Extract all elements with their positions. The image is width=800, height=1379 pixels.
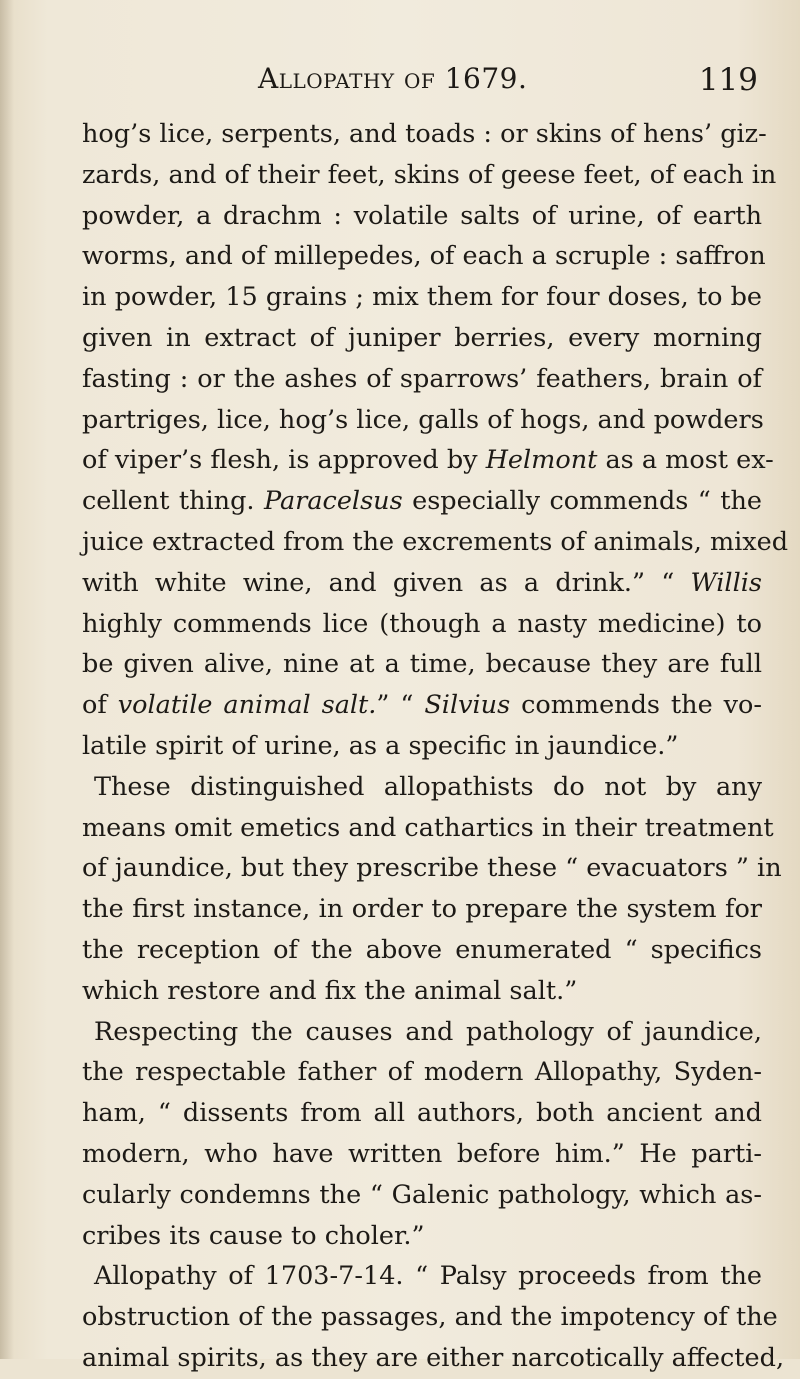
text-line <box>82 563 762 604</box>
text-segment: modern, who have written before him.” He parti- <box>82 1138 762 1169</box>
text-segment: latile spirit of urine, as a specific in jaundice.” <box>82 730 679 761</box>
text-line <box>82 848 782 889</box>
text-line <box>82 1256 762 1297</box>
body-text <box>82 114 789 1379</box>
text-line <box>82 726 762 767</box>
text-line <box>82 1297 778 1338</box>
text-segment: obstruction of the passages, and the impotency of the <box>82 1302 778 1333</box>
text-segment: in powder, 15 grains ; mix them for four doses, to be <box>82 282 762 313</box>
text-segment: commends the vo- <box>510 690 762 721</box>
text-line <box>82 1134 762 1175</box>
text-segment: ham, “ dissents from all authors, both ancient and <box>82 1098 762 1129</box>
text-line <box>82 1338 785 1379</box>
text-line <box>82 1175 762 1216</box>
italic-text: Paracelsus <box>263 486 403 517</box>
text-segment: which restore and fix the animal salt.” <box>82 975 578 1006</box>
text-line <box>82 971 762 1012</box>
text-line <box>82 318 762 359</box>
text-segment: fasting : or the ashes of sparrows’ feathers, brain of <box>82 363 762 394</box>
text-line <box>82 155 777 196</box>
text-segment: hog’s lice, serpents, and toads : or skins of hens’ giz- <box>82 119 767 149</box>
text-segment: the reception of the above enumerated “ specifics <box>82 934 762 965</box>
text-line <box>82 644 762 685</box>
text-segment: means omit emetics and cathartics in their treatment <box>82 812 774 843</box>
italic-text: volatile animal salt. <box>117 690 377 721</box>
text-line <box>82 359 762 400</box>
text-segment: especially commends “ the <box>402 486 762 517</box>
text-segment: of <box>82 690 118 721</box>
text-segment: powder, a drachm : volatile salts of urine, of earth <box>82 200 762 231</box>
page-number: 119 <box>698 62 758 98</box>
text-segment: partriges, lice, hog’s lice, galls of hogs, and powders <box>82 404 764 435</box>
text-segment: worms, and of millepedes, of each a scruple : saffron <box>82 241 766 272</box>
text-segment: cribes its cause to choler.” <box>82 1220 425 1251</box>
text-segment: ” “ <box>376 690 425 721</box>
text-line <box>82 930 762 971</box>
running-head <box>0 62 800 102</box>
text-line <box>82 400 762 441</box>
text-segment: cellent thing. <box>82 486 264 517</box>
text-line <box>82 196 762 237</box>
text-line <box>82 1093 762 1134</box>
italic-text: Helmont <box>485 445 598 476</box>
text-segment: be given alive, nine at a time, because they are full <box>82 649 762 680</box>
italic-text: Willis <box>690 567 762 598</box>
text-segment: highly commends lice (though a nasty medicine) to <box>82 608 762 639</box>
text-segment: of jaundice, but they prescribe these “ evacuators ” in <box>82 853 782 884</box>
text-segment: given in extract of juniper berries, every morning <box>82 322 762 353</box>
text-line <box>82 114 767 155</box>
text-line <box>82 685 762 726</box>
text-line <box>82 604 762 645</box>
text-segment: the first instance, in order to prepare the system for <box>82 894 762 925</box>
text-line <box>82 1052 762 1093</box>
text-line <box>82 1012 762 1053</box>
text-segment: juice extracted from the excrements of animals, mixed <box>82 526 789 557</box>
running-head-title: Allopathy of 1679. <box>258 62 528 95</box>
text-segment: These distinguished allopathists do not by any <box>94 771 762 802</box>
text-segment: of viper’s flesh, is approved by <box>82 445 486 476</box>
text-line <box>82 440 774 481</box>
text-segment: as a most ex- <box>597 445 774 476</box>
text-segment: cularly condemns the “ Galenic pathology, which as- <box>82 1179 762 1210</box>
text-segment: Allopathy of 1703-7-14. “ Palsy proceeds from the <box>94 1261 762 1292</box>
page-gutter-shadow <box>0 0 14 1359</box>
text-line <box>82 481 762 522</box>
text-segment: the respectable father of modern Allopathy, Syden- <box>82 1057 762 1088</box>
text-line <box>82 1216 762 1257</box>
text-line <box>82 889 762 930</box>
text-segment: with white wine, and given as a drink.” “ <box>82 567 691 598</box>
italic-text: Silvius <box>424 690 511 721</box>
text-line <box>82 277 762 318</box>
text-line <box>82 236 766 277</box>
text-line <box>82 808 774 849</box>
text-line <box>82 767 762 808</box>
text-segment: animal spirits, as they are either narcotically affected, <box>82 1342 785 1373</box>
text-segment: zards, and of their feet, skins of geese feet, of each in <box>82 159 777 190</box>
text-segment: Respecting the causes and pathology of jaundice, <box>94 1016 762 1047</box>
text-line <box>82 522 789 563</box>
